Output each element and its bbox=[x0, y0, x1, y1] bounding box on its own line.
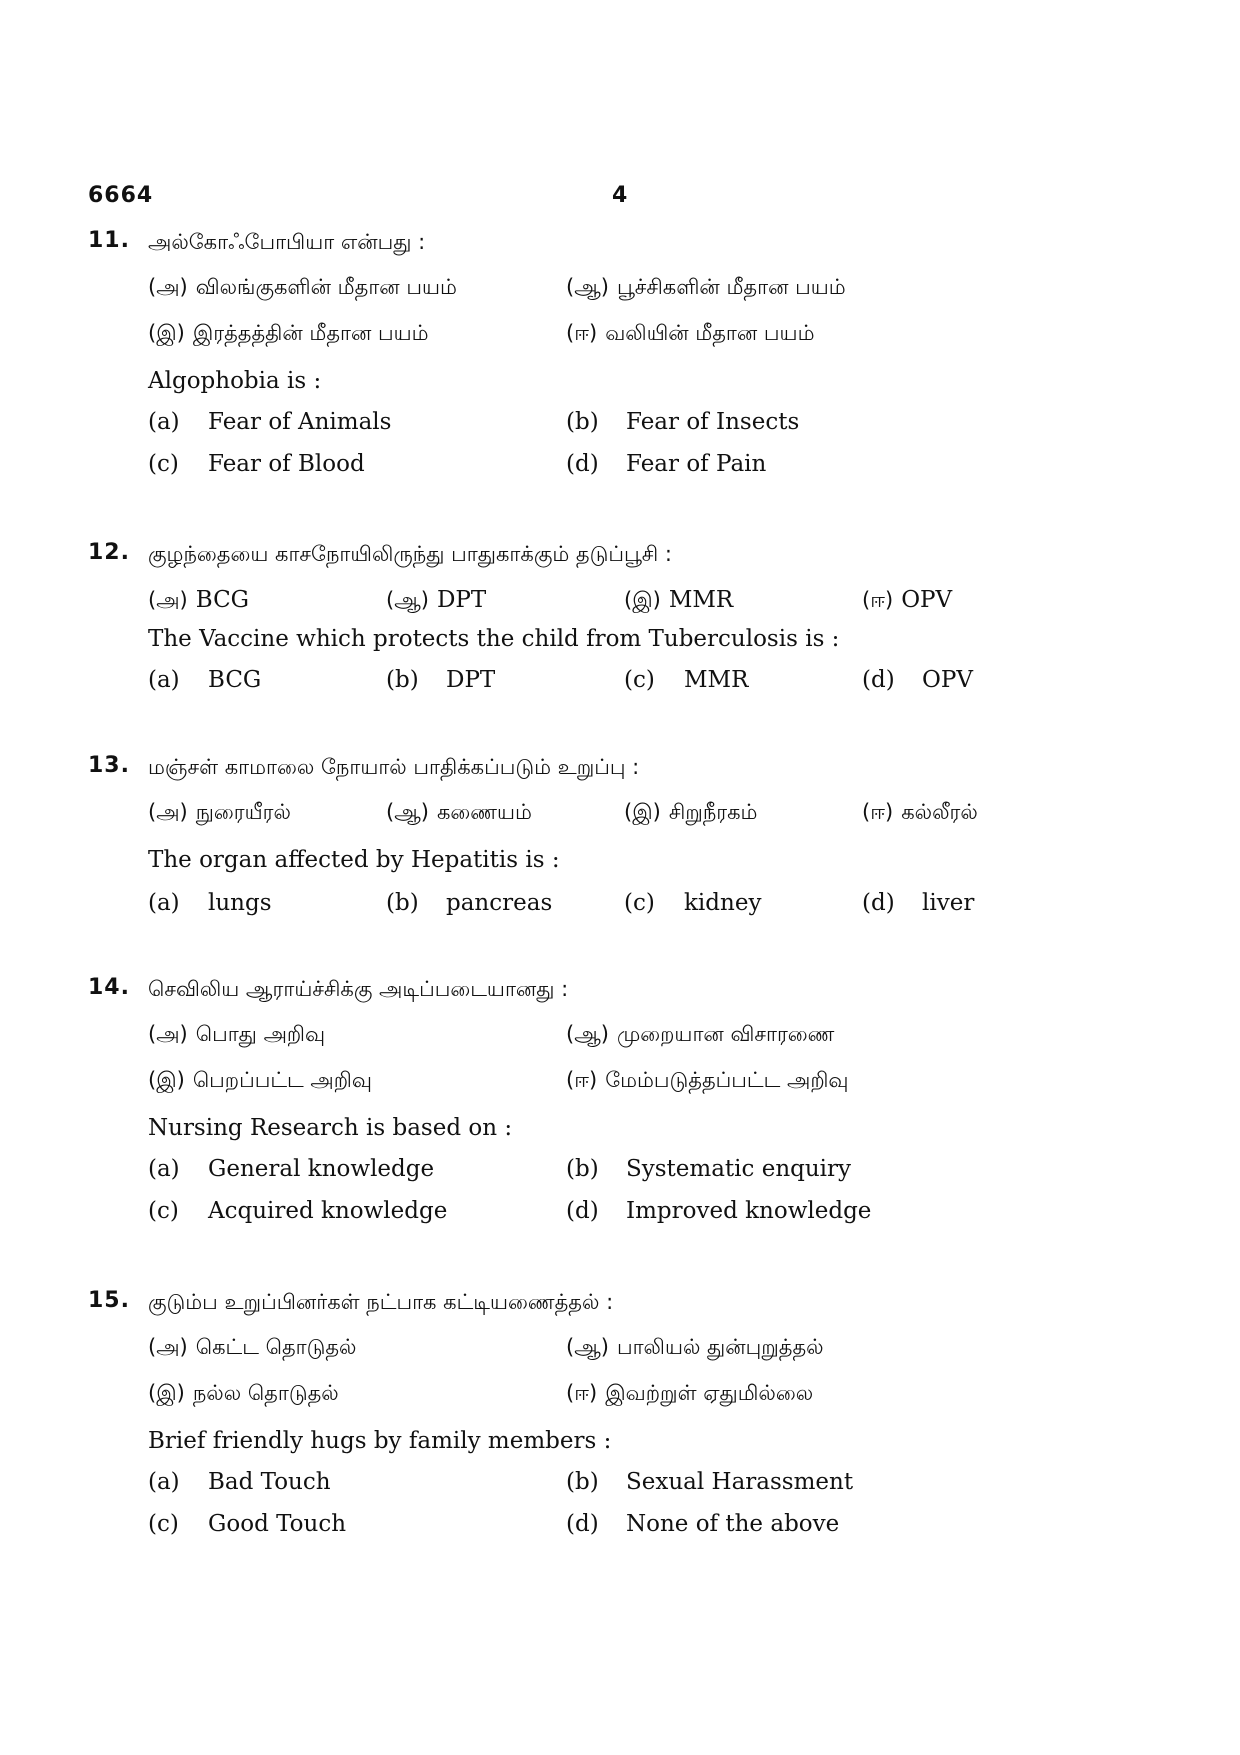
option-label: (c) bbox=[624, 890, 655, 916]
option-tamil-d bbox=[862, 587, 952, 615]
option-text: பாலியல் துன்புறுத்தல் bbox=[616, 1335, 824, 1359]
option-label: (d) bbox=[566, 1511, 599, 1537]
option-text: முறையான விசாரணை bbox=[616, 1022, 835, 1046]
option-text: பெறப்பட்ட அறிவு bbox=[192, 1068, 372, 1092]
question-text-english: The Vaccine which protects the child from Tuberculosis is : bbox=[148, 626, 840, 652]
question-text-tamil: குடும்ப உறுப்பினர்கள் நட்பாக கட்டியணைத்தல் : bbox=[148, 1290, 614, 1314]
option-text: பூச்சிகளின் மீதான பயம் bbox=[616, 275, 846, 299]
option-tamil-b bbox=[566, 1022, 834, 1049]
option-english-b bbox=[566, 1469, 853, 1495]
option-label: (b) bbox=[566, 409, 599, 435]
option-english-d bbox=[566, 1198, 871, 1224]
option-label: (c) bbox=[148, 451, 179, 477]
option-english-d bbox=[566, 451, 766, 477]
option-tamil-d bbox=[862, 800, 978, 827]
option-label: (அ) bbox=[148, 275, 188, 299]
option-label: (d) bbox=[566, 1198, 599, 1224]
question-number: 15. bbox=[88, 1288, 130, 1313]
option-tamil-d bbox=[566, 321, 814, 348]
option-text: MMR bbox=[684, 667, 749, 693]
option-english-b bbox=[386, 667, 495, 693]
option-tamil-a bbox=[148, 1022, 325, 1049]
option-text: OPV bbox=[901, 587, 953, 613]
option-text: Bad Touch bbox=[208, 1469, 331, 1495]
option-label: (d) bbox=[566, 451, 599, 477]
option-text: Fear of Blood bbox=[208, 451, 365, 477]
option-text: OPV bbox=[922, 667, 973, 693]
option-english-a bbox=[148, 1469, 331, 1495]
option-label: (b) bbox=[566, 1469, 599, 1495]
option-text: நுரையீரல் bbox=[195, 800, 291, 824]
question-text-english: The organ affected by Hepatitis is : bbox=[148, 847, 560, 873]
option-english-b bbox=[386, 890, 552, 916]
question-text-english: Nursing Research is based on : bbox=[148, 1115, 513, 1141]
option-text: Fear of Insects bbox=[626, 409, 800, 435]
option-text: Good Touch bbox=[208, 1511, 347, 1537]
option-label: (ஈ) bbox=[566, 1068, 598, 1092]
option-label: (c) bbox=[148, 1511, 179, 1537]
option-text: pancreas bbox=[446, 890, 553, 916]
option-label: (ஈ) bbox=[862, 588, 894, 612]
option-label: (இ) bbox=[624, 800, 661, 824]
option-tamil-b bbox=[386, 800, 532, 827]
option-english-c bbox=[148, 1198, 447, 1224]
option-tamil-c bbox=[624, 800, 757, 827]
option-english-d bbox=[862, 890, 974, 916]
option-english-a bbox=[148, 409, 391, 435]
option-tamil-c bbox=[148, 321, 429, 348]
option-text: கெட்ட தொடுதல் bbox=[195, 1335, 357, 1359]
option-text: DPT bbox=[436, 587, 487, 613]
option-text: Sexual Harassment bbox=[626, 1469, 854, 1495]
question-text-tamil: குழந்தையை காசநோயிலிருந்து பாதுகாக்கும் தடுப்பூசி : bbox=[148, 542, 672, 566]
option-text: Systematic enquiry bbox=[626, 1156, 852, 1182]
option-tamil-c bbox=[148, 1381, 339, 1408]
option-english-a bbox=[148, 890, 272, 916]
option-text: கல்லீரல் bbox=[901, 800, 978, 824]
option-label: (இ) bbox=[148, 1381, 185, 1405]
question-text-tamil: அல்கோஃபோபியா என்பது : bbox=[148, 230, 426, 254]
option-label: (d) bbox=[862, 667, 895, 693]
option-tamil-a bbox=[148, 587, 249, 615]
option-label: (இ) bbox=[624, 588, 661, 612]
page-number: 4 bbox=[612, 183, 629, 208]
option-tamil-d bbox=[566, 1381, 813, 1408]
option-tamil-c bbox=[624, 587, 733, 615]
option-english-d bbox=[862, 667, 973, 693]
option-label: (a) bbox=[148, 1156, 180, 1182]
option-label: (ஆ) bbox=[386, 800, 429, 824]
option-english-a bbox=[148, 667, 261, 693]
question-text-english: Brief friendly hugs by family members : bbox=[148, 1428, 612, 1454]
option-text: விலங்குகளின் மீதான பயம் bbox=[195, 275, 457, 299]
question-text-tamil: செவிலிய ஆராய்ச்சிக்கு அடிப்படையானது : bbox=[148, 977, 569, 1001]
option-english-c bbox=[148, 451, 365, 477]
option-label: (இ) bbox=[148, 1068, 185, 1092]
option-english-c bbox=[624, 890, 761, 916]
option-tamil-b bbox=[566, 1335, 824, 1362]
question-number: 14. bbox=[88, 975, 130, 1000]
option-label: (a) bbox=[148, 409, 180, 435]
option-label: (ஆ) bbox=[566, 1022, 609, 1046]
option-label: (c) bbox=[624, 667, 655, 693]
option-label: (ஆ) bbox=[566, 275, 609, 299]
option-text: kidney bbox=[684, 890, 762, 916]
option-label: (அ) bbox=[148, 1022, 188, 1046]
option-text: பொது அறிவு bbox=[195, 1022, 326, 1046]
option-label: (ஈ) bbox=[566, 321, 598, 345]
option-text: Acquired knowledge bbox=[208, 1198, 448, 1224]
option-text: None of the above bbox=[626, 1511, 840, 1537]
option-label: (ஈ) bbox=[862, 800, 894, 824]
option-label: (b) bbox=[386, 667, 419, 693]
option-label: (அ) bbox=[148, 588, 188, 612]
option-text: சிறுநீரகம் bbox=[668, 800, 758, 824]
option-label: (b) bbox=[566, 1156, 599, 1182]
option-text: MMR bbox=[668, 587, 734, 613]
option-label: (b) bbox=[386, 890, 419, 916]
question-number: 13. bbox=[88, 753, 130, 778]
question-number: 11. bbox=[88, 228, 130, 253]
option-text: Improved knowledge bbox=[626, 1198, 872, 1224]
option-text: liver bbox=[922, 890, 975, 916]
option-label: (அ) bbox=[148, 800, 188, 824]
option-text: DPT bbox=[446, 667, 496, 693]
option-english-c bbox=[148, 1511, 346, 1537]
option-tamil-c bbox=[148, 1068, 372, 1095]
option-label: (a) bbox=[148, 1469, 180, 1495]
option-english-b bbox=[566, 1156, 851, 1182]
option-label: (அ) bbox=[148, 1335, 188, 1359]
option-tamil-a bbox=[148, 275, 457, 302]
option-text: lungs bbox=[208, 890, 272, 916]
option-text: General knowledge bbox=[208, 1156, 435, 1182]
option-english-c bbox=[624, 667, 748, 693]
option-label: (ஈ) bbox=[566, 1381, 598, 1405]
option-text: வலியின் மீதான பயம் bbox=[605, 321, 815, 345]
question-text-tamil: மஞ்சள் காமாலை நோயால் பாதிக்கப்படும் உறுப்பு : bbox=[148, 755, 640, 779]
option-english-b bbox=[566, 409, 799, 435]
option-text: இரத்தத்தின் மீதான பயம் bbox=[192, 321, 429, 345]
option-text: Fear of Animals bbox=[208, 409, 392, 435]
option-text: இவற்றுள் ஏதுமில்லை bbox=[605, 1381, 814, 1405]
option-label: (c) bbox=[148, 1198, 179, 1224]
option-label: (ஆ) bbox=[386, 588, 429, 612]
option-tamil-d bbox=[566, 1068, 849, 1095]
option-text: Fear of Pain bbox=[626, 451, 767, 477]
question-text-english: Algophobia is : bbox=[148, 368, 322, 394]
option-tamil-a bbox=[148, 800, 291, 827]
option-english-d bbox=[566, 1511, 839, 1537]
option-text: மேம்படுத்தப்பட்ட அறிவு bbox=[605, 1068, 849, 1092]
option-label: (a) bbox=[148, 890, 180, 916]
option-tamil-a bbox=[148, 1335, 356, 1362]
option-text: BCG bbox=[208, 667, 262, 693]
option-text: கணையம் bbox=[436, 800, 532, 824]
option-label: (d) bbox=[862, 890, 895, 916]
option-text: BCG bbox=[195, 587, 250, 613]
option-label: (a) bbox=[148, 667, 180, 693]
option-tamil-b bbox=[386, 587, 486, 615]
option-label: (ஆ) bbox=[566, 1335, 609, 1359]
option-text: நல்ல தொடுதல் bbox=[192, 1381, 339, 1405]
option-english-a bbox=[148, 1156, 434, 1182]
paper-code: 6664 bbox=[88, 183, 154, 208]
option-label: (இ) bbox=[148, 321, 185, 345]
option-tamil-b bbox=[566, 275, 846, 302]
question-number: 12. bbox=[88, 540, 130, 565]
